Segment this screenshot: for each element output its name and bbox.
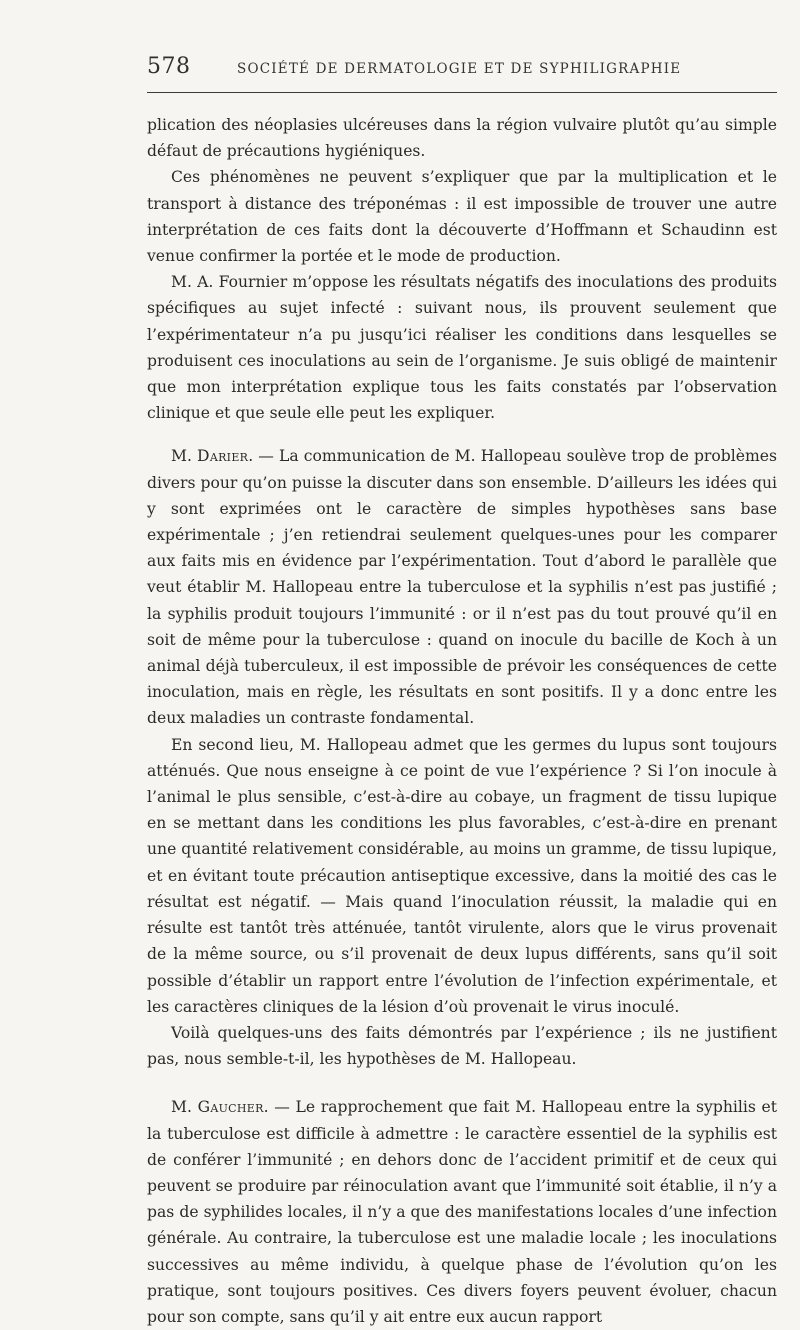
running-title: SOCIÉTÉ DE DERMATOLOGIE ET DE SYPHILIGRAPHIE [237,61,682,77]
paragraph: Ces phénomènes ne peuvent s’expliquer que par la multiplication et le transport à distance des tréponémas : il est impossible de trouver une autre interprétation de ces faits dont la découverte d’Hoffmann et Schaudinn est venue confirmer la portée et le mode de production. [147,168,777,266]
body-text [147,112,777,1330]
paragraph-body: . — Le rapprochement que fait M. Hallopeau entre la syphilis et la tuberculose est difficile à admettre : le caractère essentiel de la syphilis est de conférer l’immunité ; en dehors donc de l’accident primitif et de ceux qui peuvent se produire par réinoculation avant que l’immunité soit établie, il n’y a pas de syphilides locales, il n’y a que des manifestations locales d’une infection générale. Au contraire, la tuberculose est une maladie locale ; les inoculations successives au même individu, à quelque phase de l’évolution qu’on les pratique, sont toujours positives. Ces divers foyers peuvent évoluer, chacun pour son compte, sans qu’il y ait entre eux aucun rapport [147,1098,777,1326]
speaker-prefix: M. [171,1098,198,1117]
paragraph: Voilà quelques-uns des faits démontrés par l’expérience ; ils ne justifient pas, nous semble-t-il, les hypothèses de M. Hallopeau. [147,1023,777,1069]
paragraph-body: . — La communication de M. Hallopeau soulève trop de problèmes divers pour qu’on puisse la discuter dans son ensemble. D’ailleurs les idées qui y sont exprimées ont le caractère de simples hypothèses sans base expérimentale ; j’en retiendrai seulement quelques-unes pour les comparer aux faits mis en évidence par l’expérimentation. Tout d’abord le parallèle que veut établir M. Hallopeau entre la tuberculose et la syphilis n’est pas justifié ; la syphilis produit toujours l’immunité : or il n’est pas du tout prouvé qu’il en soit de même pour la tuberculose : quand on inocule du bacille de Koch à un animal déjà tuberculeux, il est impossible de prévoir les conséquences de cette inoculation, mais en règle, les résultats en sont positifs. Il y a donc entre les deux maladies un contraste fondamental. [147,447,777,728]
speaker-prefix: M. [171,447,198,466]
paragraph: M. A. Fournier m’oppose les résultats négatifs des inoculations des produits spécifiques au sujet infecté : suivant nous, ils prouvent seulement que l’expérimentateur n’a pu jusqu’ici réaliser les conditions dans lesquelles se produisent ces inoculations au sein de l’organisme. Je suis obligé de maintenir que mon interprétation explique tous les faits constatés par l’observation clinique et que seule elle peut les expliquer. [147,273,777,423]
paragraph-gaucher [147,1094,777,1330]
speaker-name: Darier [197,447,249,466]
header-rule [147,92,777,93]
paragraph-continuation: plication des néoplasies ulcéreuses dans la région vulvaire plutôt qu’au simple défaut de précautions hygiéniques. [147,116,777,161]
speaker-name: Gaucher [197,1098,264,1117]
running-head [147,54,777,84]
paragraph: En second lieu, M. Hallopeau admet que les germes du lupus sont toujours atténués. Que nous enseigne à ce point de vue l’expérience ? Si l’on inocule à l’animal le plus sensible, c’est-à-dire au cobaye, un fragment de tissu lupique en se mettant dans les conditions les plus favorables, c’est-à-dire en prenant une quantité relativement considérable, au moins un gramme, de tissu lupique, et en évitant toute précaution antiseptique excessive, dans la moitié des cas le résultat est négatif. — Mais quand l’inoculation réussit, la maladie qui en résulte est tantôt très atténuée, tantôt virulente, alors que le virus provenait de la même source, ou s’il provenait de deux lupus différents, sans qu’il soit possible d’établir un rapport entre l’évolution de l’infection expérimentale, et les caractères cliniques de la lésion d’où provenait le virus inoculé. [147,735,777,1016]
page-number: 578 [147,54,191,79]
paragraph-darier [147,443,777,731]
